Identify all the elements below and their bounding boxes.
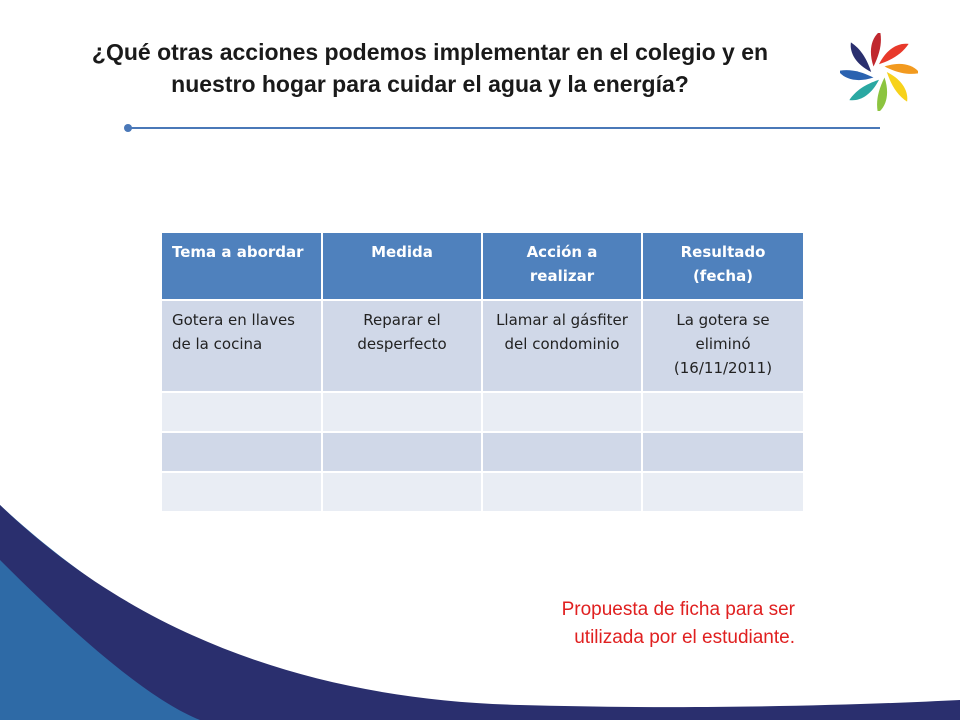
table-cell [642, 432, 804, 472]
title-line-1: ¿Qué otras acciones podemos implementar en el colegio y en [91, 39, 769, 65]
table-cell [322, 472, 482, 512]
table-row [161, 432, 804, 472]
header-resultado: Resultado (fecha) [642, 232, 804, 300]
caption-line-1: Propuesta de ficha para ser [561, 599, 795, 620]
table-cell [322, 432, 482, 472]
table-cell: Reparar el desperfecto [322, 300, 482, 392]
table-row [161, 472, 804, 512]
table-cell [482, 392, 642, 432]
table-cell: La gotera se eliminó (16/11/2011) [642, 300, 804, 392]
table-cell: Llamar al gásfiter del condominio [482, 300, 642, 392]
pinwheel-logo-icon [840, 33, 918, 111]
divider-dot [124, 124, 132, 132]
table-cell [322, 392, 482, 432]
header-medida: Medida [322, 232, 482, 300]
table-cell [642, 472, 804, 512]
title-line-2: nuestro hogar para cuidar el agua y la energía? [171, 71, 689, 97]
table-cell: Gotera en llaves de la cocina [161, 300, 322, 392]
action-table [160, 231, 805, 513]
table-cell [161, 432, 322, 472]
table-row [161, 392, 804, 432]
table-cell [482, 472, 642, 512]
slide-title [30, 36, 830, 100]
table-cell [482, 432, 642, 472]
table-cell [642, 392, 804, 432]
caption-line-2: utilizada por el estudiante. [574, 627, 795, 648]
table-row [161, 300, 804, 392]
table-cell [161, 472, 322, 512]
title-divider [128, 127, 880, 129]
caption-text [470, 596, 795, 652]
header-accion: Acción a realizar [482, 232, 642, 300]
header-tema: Tema a abordar [161, 232, 322, 300]
table-header-row [161, 232, 804, 300]
table-cell [161, 392, 322, 432]
